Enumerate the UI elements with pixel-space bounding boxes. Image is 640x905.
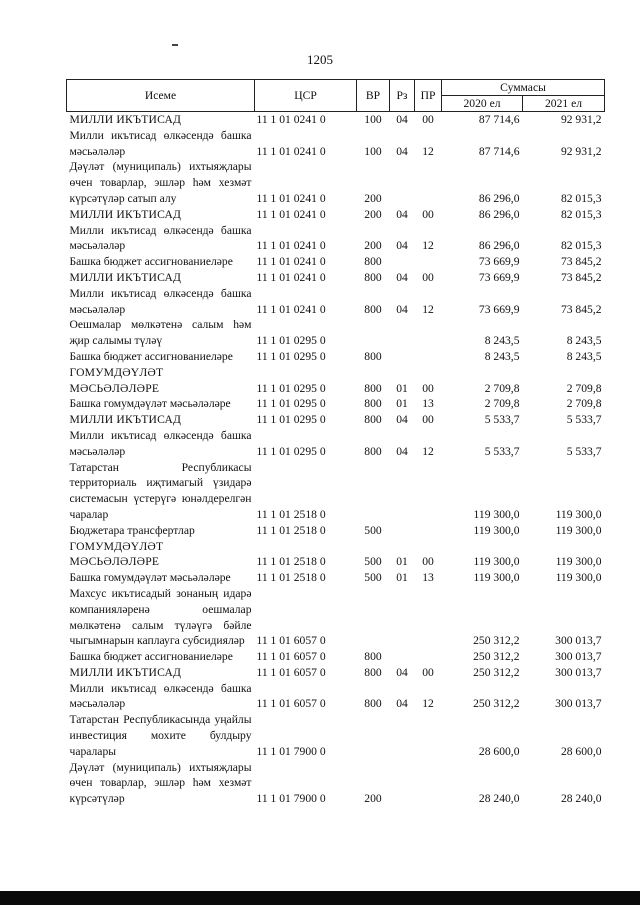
cell-pr	[415, 349, 442, 365]
cell-y2020: 119 300,0	[473, 507, 520, 521]
cell-name: Бюджетара трансфертлар	[69, 523, 195, 537]
table-row	[67, 681, 605, 713]
table-row	[67, 760, 605, 807]
cell-y2021: 82 015,3	[560, 239, 602, 253]
cell-csr: 11 1 01 6057 0	[256, 697, 326, 711]
table-row	[67, 396, 605, 412]
cell-csr: 11 1 01 0241 0	[256, 144, 326, 158]
cell-pr: 00	[422, 207, 434, 221]
cell-vr: 800	[364, 255, 382, 269]
cell-vr	[357, 460, 390, 523]
cell-name: Оешмалар мөлкәтенә салым һәм җир салымы түләү	[69, 318, 252, 348]
cell-rz	[390, 317, 415, 349]
cell-y2020: 119 300,0	[473, 523, 520, 537]
cell-y2021: 8 243,5	[566, 349, 602, 363]
cell-rz: 04	[396, 697, 408, 711]
table-row	[67, 128, 605, 160]
cell-pr: 13	[422, 397, 434, 411]
cell-rz: 01	[396, 571, 408, 585]
cell-csr: 11 1 01 0295 0	[256, 397, 326, 411]
cell-vr: 800	[364, 413, 382, 427]
cell-y2021: 119 300,0	[555, 523, 602, 537]
cell-y2021: 5 533,7	[566, 444, 602, 458]
cell-rz: 04	[396, 665, 408, 679]
cell-name: Милли икътисад өлкәсендә башка мәсьәләләр	[69, 428, 252, 458]
cell-rz: 04	[396, 239, 408, 253]
cell-y2021: 82 015,3	[560, 191, 602, 205]
cell-rz	[390, 649, 415, 665]
cell-name: Башка бюджет ассигнованиеләре	[69, 349, 233, 363]
cell-csr: 11 1 01 0241 0	[256, 191, 326, 205]
cell-rz	[390, 586, 415, 649]
table-row	[67, 539, 605, 571]
cell-pr	[415, 760, 442, 807]
cell-csr: 11 1 01 2518 0	[256, 555, 326, 569]
cell-csr: 11 1 01 0295 0	[256, 334, 326, 348]
cell-rz: 04	[396, 302, 408, 316]
cell-y2020: 250 312,2	[473, 650, 520, 664]
cell-vr: 200	[364, 191, 382, 205]
cell-csr: 11 1 01 7900 0	[256, 744, 326, 758]
cell-y2020: 28 240,0	[478, 792, 520, 806]
cell-vr: 800	[364, 381, 382, 395]
cell-pr: 13	[422, 571, 434, 585]
cell-csr: 11 1 01 0295 0	[256, 444, 326, 458]
cell-y2020: 119 300,0	[473, 555, 520, 569]
cell-vr: 500	[364, 555, 382, 569]
cell-rz	[390, 460, 415, 523]
cell-name: Башка бюджет ассигнованиеләре	[69, 255, 233, 269]
cell-rz: 04	[396, 444, 408, 458]
cell-rz: 04	[396, 113, 408, 126]
cell-vr	[357, 712, 390, 759]
cell-pr: 12	[422, 444, 434, 458]
cell-y2020: 2 709,8	[484, 381, 520, 395]
cell-pr: 00	[422, 113, 434, 126]
cell-y2021: 300 013,7	[555, 697, 602, 711]
cell-rz: 01	[396, 555, 408, 569]
cell-y2021: 2 709,8	[566, 397, 602, 411]
table-row	[67, 412, 605, 428]
cell-rz	[390, 523, 415, 539]
cell-y2020: 119 300,0	[473, 571, 520, 585]
cell-pr	[415, 586, 442, 649]
cell-csr: 11 1 01 0295 0	[256, 413, 326, 427]
cell-y2021: 92 931,2	[560, 113, 602, 126]
cell-y2021: 119 300,0	[555, 571, 602, 585]
cell-name: МИЛЛИ ИКЪТИСАД	[69, 665, 182, 679]
table-row	[67, 207, 605, 223]
cell-y2020: 250 312,2	[473, 634, 520, 648]
cell-vr	[357, 317, 390, 349]
cell-csr: 11 1 01 2518 0	[256, 523, 326, 537]
header-name: Исеме	[67, 80, 255, 112]
cell-csr: 11 1 01 7900 0	[256, 792, 326, 806]
cell-vr: 100	[364, 113, 382, 126]
cell-pr: 12	[422, 302, 434, 316]
cell-y2020: 5 533,7	[484, 413, 520, 427]
cell-vr: 800	[364, 397, 382, 411]
cell-name: Башка бюджет ассигнованиеләре	[69, 650, 233, 664]
cell-name: Башка гомумдәүләт мәсьәләләре	[69, 571, 231, 585]
cell-y2021: 73 845,2	[560, 270, 602, 284]
cell-vr: 800	[364, 444, 382, 458]
cell-name: Милли икътисад өлкәсендә башка мәсьәләләр	[69, 286, 252, 316]
cell-csr: 11 1 01 0241 0	[256, 255, 326, 269]
cell-vr: 800	[364, 302, 382, 316]
cell-y2020: 86 296,0	[478, 239, 520, 253]
cell-name: Дәүләт (муниципаль) ихтыяҗлары өчен товарлар, эшләр һәм хезмәт күрсәтүләр	[69, 760, 252, 806]
cell-y2020: 73 669,9	[478, 302, 520, 316]
cell-y2020: 5 533,7	[484, 444, 520, 458]
cell-rz: 04	[396, 270, 408, 284]
cell-pr: 12	[422, 239, 434, 253]
table-header	[67, 80, 605, 112]
cell-rz: 04	[396, 207, 408, 221]
cell-csr: 11 1 01 0241 0	[256, 207, 326, 221]
cell-pr	[415, 254, 442, 270]
cell-pr: 00	[422, 665, 434, 679]
cell-rz: 04	[396, 144, 408, 158]
header-pr: ПР	[415, 80, 442, 112]
cell-pr: 00	[422, 413, 434, 427]
header-rz: Рз	[390, 80, 415, 112]
header-csr: ЦСР	[255, 80, 357, 112]
cell-rz	[390, 254, 415, 270]
cell-vr: 200	[364, 207, 382, 221]
cell-pr	[415, 317, 442, 349]
cell-y2020: 2 709,8	[484, 397, 520, 411]
table-row	[67, 349, 605, 365]
cell-y2021: 119 300,0	[555, 555, 602, 569]
cell-y2020: 73 669,9	[478, 255, 520, 269]
table-row	[67, 223, 605, 255]
cell-name: Милли икътисад өлкәсендә башка мәсьәләләр	[69, 223, 252, 253]
cell-pr	[415, 159, 442, 206]
cell-y2020: 73 669,9	[478, 270, 520, 284]
table-row	[67, 428, 605, 460]
table-row	[67, 586, 605, 649]
cell-name: ГОМУМДӘҮЛӘТ МӘСЬӘЛӘЛӘРЕ	[69, 539, 164, 569]
table-row	[67, 365, 605, 397]
cell-rz	[390, 159, 415, 206]
cell-y2021: 28 240,0	[560, 792, 602, 806]
cell-y2021: 8 243,5	[566, 334, 602, 348]
cell-y2020: 87 714,6	[478, 144, 520, 158]
cell-name: Башка гомумдәүләт мәсьәләләре	[69, 397, 231, 411]
cell-rz	[390, 760, 415, 807]
cell-y2021: 300 013,7	[555, 665, 602, 679]
cell-vr: 800	[364, 650, 382, 664]
scan-speck	[172, 44, 178, 46]
cell-y2020: 8 243,5	[484, 334, 520, 348]
cell-csr: 11 1 01 0241 0	[256, 302, 326, 316]
cell-name: МИЛЛИ ИКЪТИСАД	[69, 113, 182, 126]
cell-y2021: 2 709,8	[566, 381, 602, 395]
cell-name: МИЛЛИ ИКЪТИСАД	[69, 270, 182, 284]
cell-csr: 11 1 01 2518 0	[256, 507, 326, 521]
cell-vr: 800	[364, 270, 382, 284]
cell-name: Милли икътисад өлкәсендә башка мәсьәләләр	[69, 128, 252, 158]
cell-pr: 00	[422, 555, 434, 569]
header-year-2021: 2021 ел	[523, 96, 605, 112]
cell-rz: 04	[396, 413, 408, 427]
cell-vr	[357, 586, 390, 649]
cell-y2021: 82 015,3	[560, 207, 602, 221]
cell-y2020: 87 714,6	[478, 113, 520, 126]
page-number: 1205	[307, 52, 333, 67]
cell-csr: 11 1 01 2518 0	[256, 571, 326, 585]
cell-y2020: 8 243,5	[484, 349, 520, 363]
table-row	[67, 649, 605, 665]
cell-vr: 100	[364, 144, 382, 158]
cell-name: Милли икътисад өлкәсендә башка мәсьәләләр	[69, 681, 252, 711]
scan-bottom-edge	[0, 891, 640, 905]
cell-name: ГОМУМДӘҮЛӘТ МӘСЬӘЛӘЛӘРЕ	[69, 365, 164, 395]
table-row	[67, 460, 605, 523]
cell-y2020: 86 296,0	[478, 191, 520, 205]
cell-pr	[415, 523, 442, 539]
cell-pr: 12	[422, 144, 434, 158]
cell-csr: 11 1 01 0241 0	[256, 239, 326, 253]
cell-vr: 200	[364, 792, 382, 806]
cell-y2020: 250 312,2	[473, 697, 520, 711]
table-row	[67, 112, 605, 128]
cell-pr	[415, 649, 442, 665]
table-row	[67, 523, 605, 539]
cell-csr: 11 1 01 6057 0	[256, 665, 326, 679]
cell-csr: 11 1 01 0295 0	[256, 381, 326, 395]
cell-vr: 200	[364, 239, 382, 253]
cell-rz	[390, 712, 415, 759]
cell-vr: 500	[364, 523, 382, 537]
cell-vr: 500	[364, 571, 382, 585]
cell-y2020: 250 312,2	[473, 665, 520, 679]
cell-vr: 800	[364, 665, 382, 679]
table-row	[67, 270, 605, 286]
cell-y2021: 300 013,7	[555, 650, 602, 664]
cell-vr: 800	[364, 697, 382, 711]
cell-rz: 01	[396, 397, 408, 411]
cell-y2021: 73 845,2	[560, 255, 602, 269]
header-year-2020: 2020 ел	[442, 96, 523, 112]
cell-y2021: 28 600,0	[560, 744, 602, 758]
budget-table	[66, 79, 605, 807]
cell-y2020: 86 296,0	[478, 207, 520, 221]
cell-name: Дәүләт (муниципаль) ихтыяҗлары өчен товарлар, эшләр һәм хезмәт күрсәтүләр сатып алу	[69, 160, 252, 205]
cell-rz: 01	[396, 381, 408, 395]
table-row	[67, 665, 605, 681]
cell-y2021: 5 533,7	[566, 413, 602, 427]
cell-name: МИЛЛИ ИКЪТИСАД	[69, 207, 182, 221]
table-row	[67, 286, 605, 318]
cell-pr	[415, 712, 442, 759]
table-row	[67, 570, 605, 586]
table-body	[67, 112, 605, 808]
cell-csr: 11 1 01 0241 0	[256, 113, 326, 126]
table-row	[67, 317, 605, 349]
cell-y2021: 92 931,2	[560, 144, 602, 158]
cell-vr: 800	[364, 349, 382, 363]
cell-pr	[415, 460, 442, 523]
table-row	[67, 254, 605, 270]
cell-y2020: 28 600,0	[478, 744, 520, 758]
cell-csr: 11 1 01 0295 0	[256, 349, 326, 363]
cell-y2021: 119 300,0	[555, 507, 602, 521]
cell-name: Татарстан Республикасы территориаль иҗтимагый үзидарә системасын үстерүгә юнәлдерелгән чаралар	[69, 460, 252, 521]
cell-pr: 00	[422, 381, 434, 395]
cell-pr: 12	[422, 697, 434, 711]
table-row	[67, 159, 605, 206]
cell-y2021: 73 845,2	[560, 302, 602, 316]
header-sums: Суммасы	[442, 80, 605, 96]
header-vr: ВР	[357, 80, 390, 112]
cell-csr: 11 1 01 6057 0	[256, 650, 326, 664]
cell-name: МИЛЛИ ИКЪТИСАД	[69, 413, 182, 427]
cell-csr: 11 1 01 0241 0	[256, 270, 326, 284]
cell-csr: 11 1 01 6057 0	[256, 634, 326, 648]
cell-name: Махсус икътисадый зонаның идарә компанияләренә оешмалар мөлкәтенә салым түләүгә бәйле чыгымнарын каплауга субсидияләр	[69, 586, 252, 648]
table-row	[67, 712, 605, 759]
cell-rz	[390, 349, 415, 365]
cell-name: Татарстан Республикасында уңайлы инвестиция мохите булдыру чаралары	[69, 713, 252, 758]
cell-y2021: 300 013,7	[555, 634, 602, 648]
budget-table-container	[66, 79, 606, 807]
cell-pr: 00	[422, 270, 434, 284]
